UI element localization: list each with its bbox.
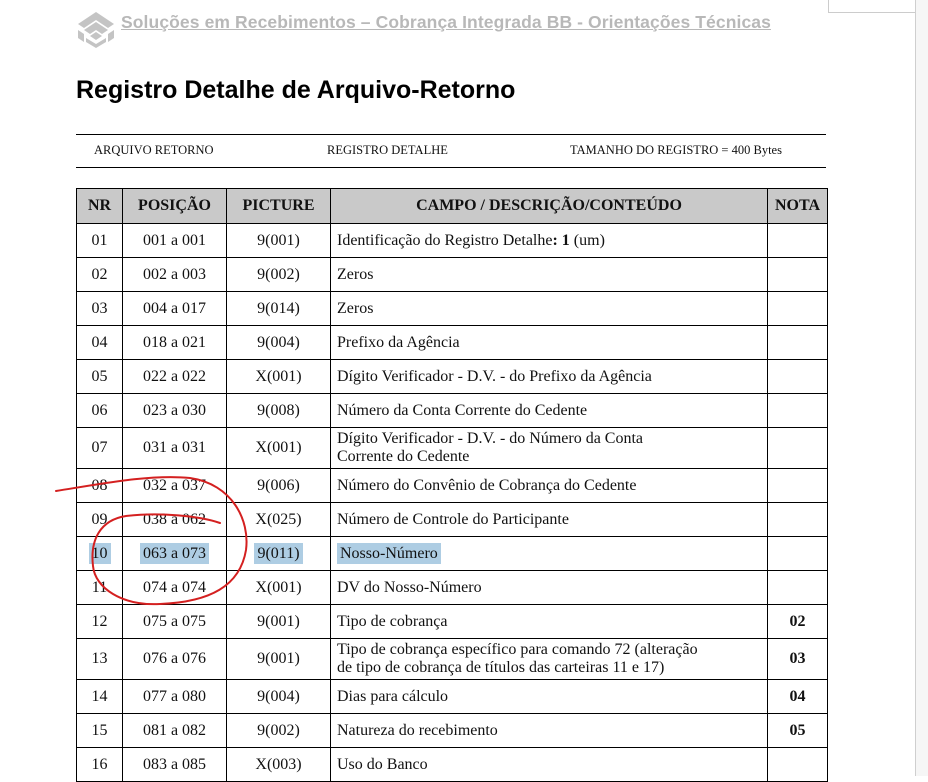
cell-picture: X(003)	[227, 748, 331, 782]
table-row	[77, 394, 828, 428]
detail-record-table	[76, 188, 828, 782]
cell-nota	[768, 360, 828, 394]
highlight-nr: 10	[89, 543, 111, 564]
cell-posicao	[123, 537, 227, 571]
cell-nota	[768, 258, 828, 292]
cell-posicao: 076 a 076	[123, 639, 227, 680]
cell-posicao: 075 a 075	[123, 605, 227, 639]
cell-nota	[768, 748, 828, 782]
table-row	[77, 258, 828, 292]
desc-line-2: de tipo de cobrança de títulos das carteiras 11 e 17)	[337, 659, 665, 676]
cell-picture: 9(014)	[227, 292, 331, 326]
cell-nota	[768, 469, 828, 503]
bb-logo-icon	[76, 10, 116, 48]
cell-posicao: 038 a 062	[123, 503, 227, 537]
cell-posicao: 074 a 074	[123, 571, 227, 605]
cell-picture	[227, 537, 331, 571]
cell-nota	[768, 394, 828, 428]
highlight-picture: 9(011)	[254, 543, 302, 564]
cell-nr: 04	[77, 326, 123, 360]
cell-posicao: 023 a 030	[123, 394, 227, 428]
info-record-type: REGISTRO DETALHE	[327, 143, 448, 157]
table-row	[77, 224, 828, 258]
cell-posicao: 022 a 022	[123, 360, 227, 394]
col-header-campo: CAMPO / DESCRIÇÃO/CONTEÚDO	[331, 189, 768, 224]
cell-descricao: Dígito Verificador - D.V. - do Prefixo da Agência	[331, 360, 768, 394]
popup-corner	[828, 0, 924, 13]
cell-posicao: 018 a 021	[123, 326, 227, 360]
cell-descricao: Zeros	[331, 258, 768, 292]
cell-descricao	[331, 224, 768, 258]
highlight-descricao: Nosso-Número	[337, 543, 441, 564]
cell-descricao: Número da Conta Corrente do Cedente	[331, 394, 768, 428]
cell-nr: 01	[77, 224, 123, 258]
cell-nr: 09	[77, 503, 123, 537]
cell-nota	[768, 571, 828, 605]
cell-picture: 9(004)	[227, 326, 331, 360]
highlight-posicao: 063 a 073	[140, 543, 209, 564]
desc-text-suffix: (um)	[569, 231, 605, 249]
cell-posicao: 083 a 085	[123, 748, 227, 782]
desc-text: Identificação do Registro Detalhe	[337, 231, 553, 249]
table-row	[77, 639, 828, 680]
info-record-size: TAMANHO DO REGISTRO = 400 Bytes	[570, 143, 782, 157]
cell-nota	[768, 224, 828, 258]
cell-nr: 14	[77, 680, 123, 714]
col-header-picture: PICTURE	[227, 189, 331, 224]
cell-nr: 05	[77, 360, 123, 394]
cell-posicao: 032 a 037	[123, 469, 227, 503]
cell-picture: 9(006)	[227, 469, 331, 503]
desc-line-2: Corrente do Cedente	[337, 448, 470, 465]
desc-line-1: Dígito Verificador - D.V. - do Número da Conta	[337, 430, 644, 447]
record-info-bar	[76, 134, 826, 168]
cell-nr: 15	[77, 714, 123, 748]
cell-posicao: 081 a 082	[123, 714, 227, 748]
cell-descricao	[331, 537, 768, 571]
desc-bold-value: : 1	[552, 231, 570, 249]
cell-posicao: 031 a 031	[123, 428, 227, 469]
table-row	[77, 428, 828, 469]
cell-picture: 9(004)	[227, 680, 331, 714]
cell-descricao: Tipo de cobrança	[331, 605, 768, 639]
cell-nota	[768, 428, 828, 469]
cell-nota	[768, 292, 828, 326]
cell-posicao: 004 a 017	[123, 292, 227, 326]
cell-nota	[768, 503, 828, 537]
cell-picture: X(025)	[227, 503, 331, 537]
cell-picture: 9(002)	[227, 714, 331, 748]
cell-descricao: DV do Nosso-Número	[331, 571, 768, 605]
cell-descricao: Uso do Banco	[331, 748, 768, 782]
cell-nr: 12	[77, 605, 123, 639]
cell-picture: 9(001)	[227, 639, 331, 680]
cell-posicao: 002 a 003	[123, 258, 227, 292]
cell-nota: 04	[768, 680, 828, 714]
cell-descricao: Natureza do recebimento	[331, 714, 768, 748]
cell-posicao: 077 a 080	[123, 680, 227, 714]
vertical-scrollbar[interactable]	[915, 0, 928, 776]
cell-nota	[768, 326, 828, 360]
table-row	[77, 680, 828, 714]
cell-descricao: Número do Convênio de Cobrança do Cedente	[331, 469, 768, 503]
table-row	[77, 360, 828, 394]
cell-nr: 08	[77, 469, 123, 503]
table-row	[77, 571, 828, 605]
cell-descricao: Dias para cálculo	[331, 680, 768, 714]
desc-line-1: Tipo de cobrança específico para comando 72 (alteração	[337, 641, 698, 658]
cell-nr: 06	[77, 394, 123, 428]
table-row-highlighted	[77, 537, 828, 571]
table-header-row	[77, 189, 828, 224]
header-title[interactable]: Soluções em Recebimentos – Cobrança Integrada BB - Orientações Técnicas	[121, 12, 771, 32]
cell-descricao	[331, 639, 768, 680]
cell-picture: 9(002)	[227, 258, 331, 292]
table-row	[77, 469, 828, 503]
col-header-posicao: POSIÇÃO	[123, 189, 227, 224]
cell-picture: 9(001)	[227, 224, 331, 258]
table-row	[77, 748, 828, 782]
table-row	[77, 714, 828, 748]
table-row	[77, 292, 828, 326]
cell-nota	[768, 537, 828, 571]
cell-nota: 02	[768, 605, 828, 639]
document-header	[76, 6, 816, 46]
cell-descricao: Prefixo da Agência	[331, 326, 768, 360]
cell-picture: 9(008)	[227, 394, 331, 428]
cell-descricao: Número de Controle do Participante	[331, 503, 768, 537]
table-row	[77, 605, 828, 639]
cell-nr: 11	[77, 571, 123, 605]
cell-nr: 16	[77, 748, 123, 782]
cell-nota: 03	[768, 639, 828, 680]
page-title: Registro Detalhe de Arquivo-Retorno	[76, 76, 516, 104]
cell-nota: 05	[768, 714, 828, 748]
cell-picture: 9(001)	[227, 605, 331, 639]
cell-posicao: 001 a 001	[123, 224, 227, 258]
cell-nr: 03	[77, 292, 123, 326]
col-header-nr: NR	[77, 189, 123, 224]
col-header-nota: NOTA	[768, 189, 828, 224]
cell-nr: 07	[77, 428, 123, 469]
table-row	[77, 326, 828, 360]
cell-descricao: Zeros	[331, 292, 768, 326]
cell-picture: X(001)	[227, 360, 331, 394]
cell-nr: 02	[77, 258, 123, 292]
cell-nr	[77, 537, 123, 571]
cell-picture: X(001)	[227, 428, 331, 469]
info-file-type: ARQUIVO RETORNO	[94, 143, 214, 157]
cell-descricao	[331, 428, 768, 469]
table-row	[77, 503, 828, 537]
cell-nr: 13	[77, 639, 123, 680]
cell-picture: X(001)	[227, 571, 331, 605]
